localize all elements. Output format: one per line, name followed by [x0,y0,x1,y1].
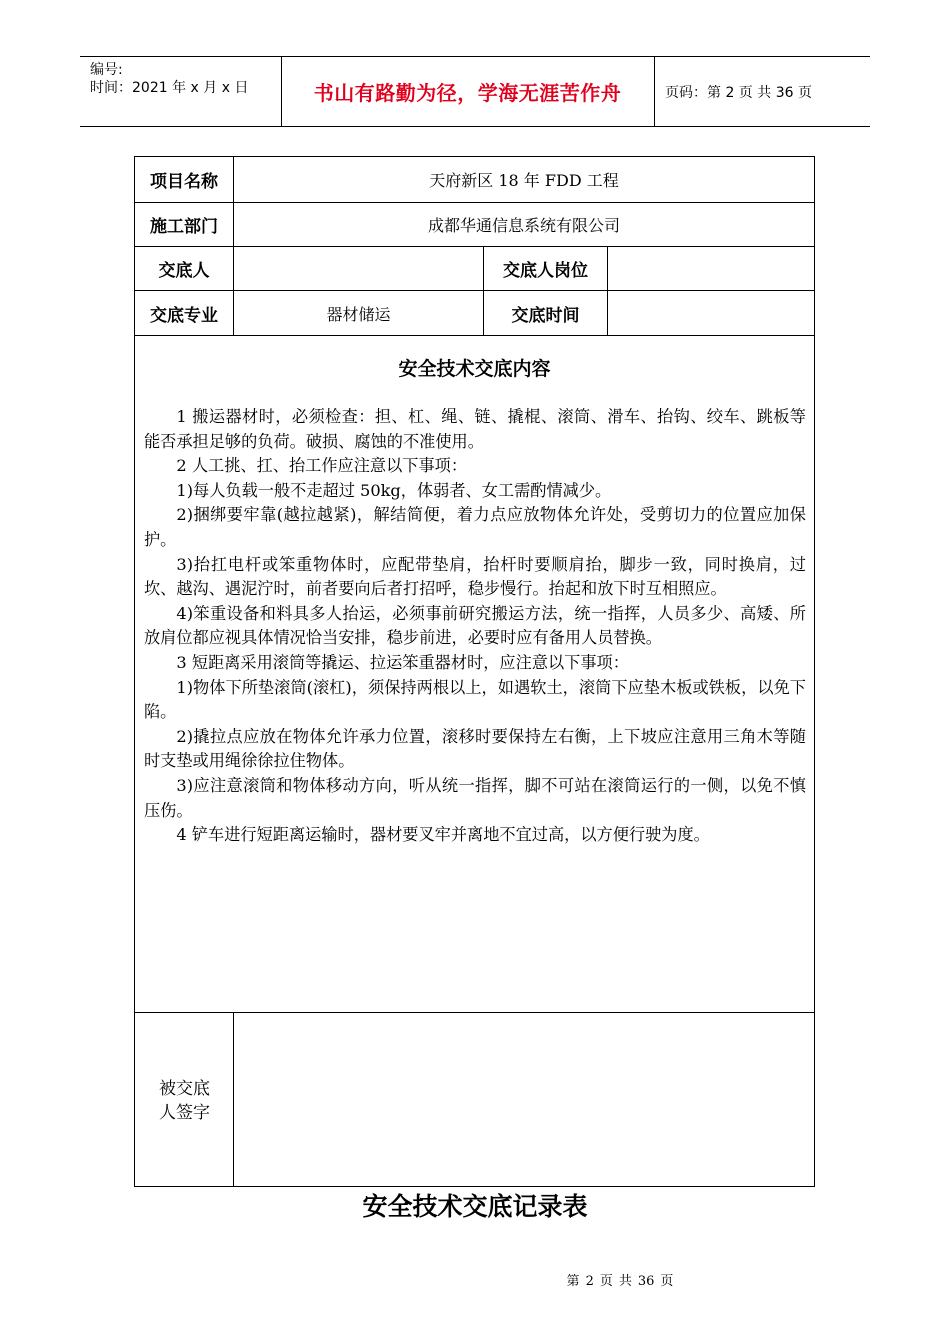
content-paragraph: 4)笨重设备和料具多人抬运，必须事前研究搬运方法，统一指挥，人员多少、高矮、所放肩位都应视具体情况恰当安排，稳步前进，必要时应有备用人员替换。 [144,603,806,648]
content-paragraph: 3 短距离采用滚筒等撬运、拉运笨重器材时，应注意以下事项： [176,652,629,672]
project-name-label: 项目名称 [150,172,218,192]
briefing-time-value[interactable] [608,291,814,335]
content-paragraph: 3)抬扛电杆或笨重物体时，应配带垫肩，抬杆时要顺肩抬，脚步一致，同时换肩，过坎、越沟、遇泥泞时，前者要向后者打招呼，稳步慢行。抬起和放下时互相照应。 [144,554,806,599]
header-meta [90,61,248,97]
project-name-value: 天府新区 18 年 FDD 工程 [429,171,619,190]
presenter-value[interactable] [234,247,483,290]
content-paragraph: 3)应注意滚筒和物体移动方向，听从统一指挥，脚不可站在滚筒运行的一侧，以免不慎压伤。 [144,775,806,820]
footer-total-pages: 36 [637,1274,655,1289]
footer-ye: 页 [660,1274,674,1289]
footer-di: 第 [566,1274,580,1289]
footer-ye: 页 [599,1274,613,1289]
code-label: 编号: [90,62,123,78]
specialty-label: 交底专业 [150,305,218,326]
page-footer [0,1270,950,1289]
signature-area[interactable] [234,1013,814,1186]
content-paragraph: 1 搬运器材时，必须检查：担、杠、绳、链、撬棍、滚筒、滑车、抬钩、绞车、跳板等能否承担足够的负荷。破损、腐蚀的不准使用。 [144,407,806,451]
content-body [144,405,806,848]
content-paragraph: 2)撬拉点应放在物体允许承力位置，滚移时要保持左右衡，上下坡应注意用三角木等随时支垫或用绳徐徐拉住物体。 [144,726,806,771]
presenter-post-label: 交底人岗位 [503,261,588,281]
footer-gong: 共 [618,1274,632,1289]
content-paragraph: 2 人工挑、扛、抬工作应注意以下事项： [176,456,468,476]
briefing-time-label: 交底时间 [511,305,580,326]
footer-page-number: 2 [585,1274,594,1289]
content-paragraph: 1)每人负载一般不走超过 50kg，体弱者、女工需酌情减少。 [176,480,612,500]
document-title: 安全技术交底记录表 [362,1192,588,1221]
header-motto: 书山有路勤为径，学海无涯苦作舟 [313,81,622,105]
header-divider [654,57,655,126]
content-paragraph: 4 铲车进行短距离运输时，器材要叉牢并离地不宜过高，以方便行驶为度。 [176,825,710,845]
content-paragraph: 2)捆绑要牢靠(越拉越紧)，解结简便，着力点应放物体允许处，受剪切力的位置应加保护。 [144,505,806,549]
signature-label-line: 被交底 [159,1079,210,1099]
content-paragraph: 1)物体下所垫滚筒(滚杠)，须保持两根以上，如遇软土，滚筒下应垫木板或铁板，以免下陷。 [144,677,806,722]
content-title: 安全技术交底内容 [398,358,551,380]
safety-briefing-table [134,156,815,1187]
signature-label-line: 人签字 [159,1103,210,1123]
header-page-info: 页码：第 2 页 共 36 页 [665,84,812,101]
page-header [80,56,870,127]
presenter-label: 交底人 [158,261,210,281]
row-divider [135,335,814,336]
date-label: 时间：2021 年 x 月 x 日 [90,80,249,96]
signature-label [135,1077,234,1125]
dept-label: 施工部门 [150,217,218,237]
specialty-value: 器材储运 [326,304,391,324]
dept-value: 成都华通信息系统有限公司 [427,216,620,235]
presenter-post-value[interactable] [608,247,814,290]
